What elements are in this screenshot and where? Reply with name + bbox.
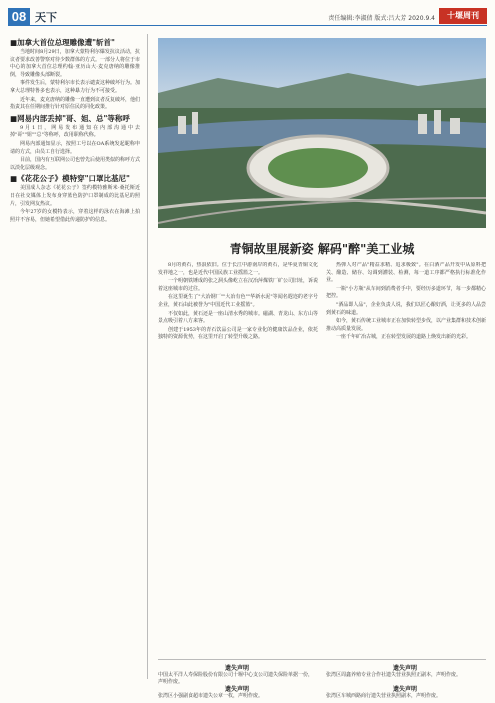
paragraph: 近年来，麦克唐纳的雕像一直遭到议者反复破坏，他们指责其在任期间推行针对原住民的同化政策。 [10,96,140,111]
paragraph: 事件发生后，蒙特利尔市长表示谴责这种破坏行为。加拿大总理特鲁多也表示，这种暴力行为不可接受。 [10,80,140,94]
article-title: ■加拿大首位总理雕像遭"斩首" [10,38,115,47]
notice-title: 遗失声明 [392,665,417,672]
notice-text: 中国太平洋人寿保险股份有限公司十堰中心支公司遗失保险单据一份，声明作废。 [158,672,314,685]
paragraph: 如今，黄石传统工业城市正在加快转型步伐，以产业集群和技术创新推动高质量发展。 [326,318,486,332]
article-title: ■网易内部丢掉"哥、姐、总"等称呼 [10,113,130,123]
paragraph: 8月的黄石，热浪依旧。位于长江中游南岸的黄石，是华夏青铜文化发祥地之一，也是近代中国民族工业摇篮之一。 [158,262,318,276]
notice-title: 遗失声明 [224,686,249,693]
notice-text: 张湾区小强副食超市遗失公章一枚，声明作废。 [158,693,264,699]
lost-notice [158,663,316,686]
paragraph: 当地时间8月29日，加拿大蒙特利尔爆发抗议活动，抗议者要求改善警察对待少数群体的方式。一部分人将位于市中心的加拿大首位总理约翰·亚历山大·麦克唐纳的雕像推倒，导致雕像头部断裂。 [10,49,140,78]
page-header [0,0,495,30]
notice-title: 遗失声明 [392,686,417,693]
left-column [10,37,140,669]
paragraph: 在这里诞生了"大冶钢厂""大冶有色""华新水泥"等闻名遐迩的老字号企业，黄石由此被誉为"中国近代工业摇篮"。 [158,294,318,308]
paragraph: 不仅如此，黄石还是一座山清水秀的城市。磁湖、青龙山、东方山等景点吸引着八方来客。 [158,310,318,325]
column-divider [147,34,148,679]
notices-area [158,659,486,702]
city-aerial-photo [158,38,486,228]
notice-title: 遗失声明 [224,665,249,672]
paragraph: 热弹人对产品"精益求精、追求极致"。在白酒产品开发中从原料把关、酿造、储存、勾调到灌装、检测，每一道工序都严格执行标准化作业。 [326,262,486,284]
paragraph: 目前，国内有互联网公司也曾先后使用类似的称呼方式以淡化层级观念。 [10,157,140,171]
lost-notice [326,684,484,700]
feature-column-1 [158,262,318,652]
paragraph: 一瓶"小方瓶"从车间到消费者手中，要经历多道环节，每一步都精心把控。 [326,285,486,300]
paragraph: 美国成人杂志《花花公子》签约模特雅斯米·桑托斯近日在社交媒体上发布身穿蓝色防护口罩制成的比基尼的照片，引发网友热议。 [10,185,140,207]
feature-column-2 [326,262,486,652]
paragraph: 一个明朝铁锤成的张之洞头像屹立在汉冶萍煤铁厂矿公司旧址，诉说着这座城市的过往。 [158,278,318,292]
article-title: ■《花花公子》模特穿"口罩比基尼" [10,174,130,184]
editor-meta: 责任编辑:李淑倩 版式:吕大芳 2020.9.4 [328,15,435,22]
notice-text: 张湾区车城西路商行遗失营业执照副本，声明作废。 [326,693,442,699]
header-rule [8,25,487,26]
paragraph: 创建于1953年的青石饮品公司是一家专业化的健康饮品企业，依托独特的资源优势，在这里开启了转型升级之路。 [158,326,318,341]
lost-notice [158,684,316,700]
paragraph: 9月1日，网易发布通知在内部沟通中去掉"哥""姐""总"等称呼，改用职称代称。 [10,124,140,139]
feature-headline: 青铜故里展新姿 解码"醉"美工业城 [229,242,415,256]
paragraph: 一座千年矿冶古城，正在转型发展的道路上焕发出新的光彩。 [336,334,472,341]
paragraph: 网易内部通知显示，按照工号以在OA系统发起昵称申请的方式，由员工自行选择。 [10,140,140,155]
brand-logo: 十堰周刊 [439,8,487,24]
lost-notice [326,663,484,679]
paragraph: 今年27岁的女模特表示，穿着这样的泳衣在海滩上拍照并不容易，但她希望借此传递防护的信息。 [10,209,140,223]
paragraph: "酒品即人品"，企业负责人说，我们以匠心酿好酒，让更多的人品尝到黄石的味道。 [326,301,486,316]
section-title: 天下 [35,11,57,24]
page-number: 08 [8,8,30,25]
notice-text: 张湾区周鑫养殖专业合作社遗失营业执照正副本，声明作废。 [326,672,462,678]
